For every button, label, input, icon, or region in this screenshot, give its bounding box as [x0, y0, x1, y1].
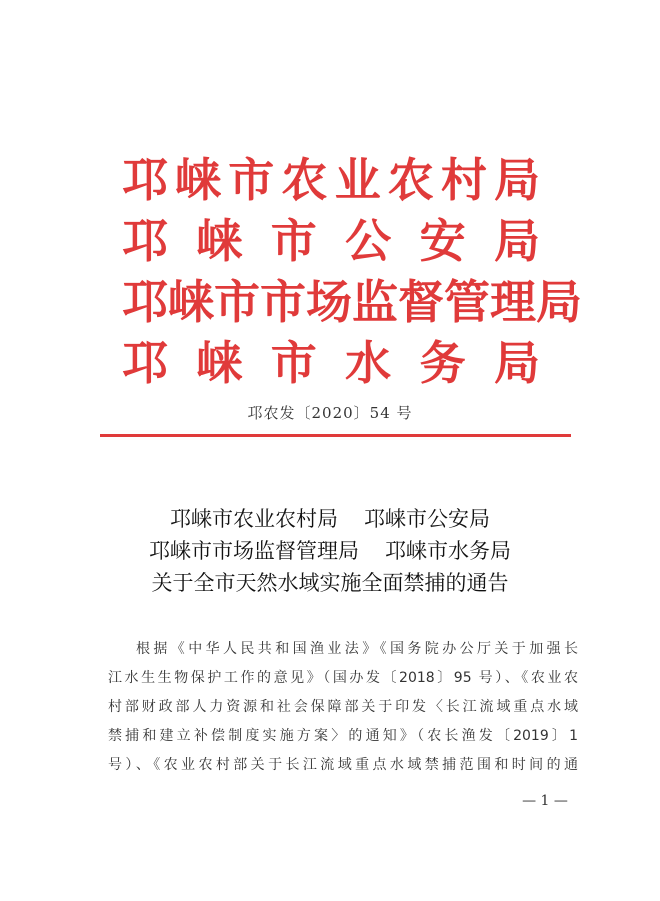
header-agency-line: [122, 333, 540, 394]
header-character: 崃: [196, 214, 243, 268]
body-line: 根据《中华人民共和国渔业法》《国务院办公厅关于加强长: [136, 641, 578, 657]
header-agency-line: [122, 150, 540, 211]
body-line: 禁捕和建立补偿制度实施方案〉的通知》（农长渔发〔2019〕1: [108, 728, 578, 744]
header-character: 务: [419, 336, 466, 390]
header-character: 局: [493, 153, 540, 207]
header-character: 邛: [122, 153, 168, 207]
header-character: 市: [260, 275, 306, 329]
issuing-agencies-header: [122, 150, 582, 394]
header-character: 崃: [175, 153, 222, 207]
title-line-2: [0, 535, 660, 567]
header-character: 业: [334, 153, 381, 207]
header-character: 水: [345, 336, 392, 390]
title-agency: 邛崃市市场监督管理局: [149, 539, 359, 563]
header-character: 农: [387, 153, 434, 207]
body-line: 村部财政部人力资源和社会保障部关于印发〈长江流域重点水域: [108, 699, 578, 715]
header-character: 局: [493, 214, 540, 268]
body-paragraph: [108, 635, 578, 780]
header-character: 邛: [122, 214, 168, 268]
header-character: 村: [440, 153, 487, 207]
header-character: 监: [352, 275, 398, 329]
title-line-1: [0, 503, 660, 535]
header-character: 市: [270, 336, 317, 390]
title-line-3: 关于全市天然水域实施全面禁捕的通告: [151, 571, 509, 595]
title-agency: 邛崃市水务局: [385, 539, 511, 563]
header-character: 市: [214, 275, 260, 329]
header-character: 农: [281, 153, 328, 207]
header-character: 局: [493, 336, 540, 390]
red-separator-line: [100, 434, 571, 437]
body-line: 江水生生物保护工作的意见》（国办发〔2018〕95 号）、《农业农: [108, 670, 578, 686]
header-character: 公: [345, 214, 392, 268]
header-character: 市: [270, 214, 317, 268]
header-character: 局: [536, 275, 582, 329]
header-character: 理: [490, 275, 536, 329]
header-character: 安: [419, 214, 466, 268]
header-character: 管: [444, 275, 490, 329]
header-character: 场: [306, 275, 352, 329]
header-character: 督: [398, 275, 444, 329]
notice-title: [0, 503, 660, 599]
page-number: — 1 —: [522, 793, 568, 809]
title-agency: 邛崃市公安局: [364, 507, 490, 531]
body-line: 号）、《农业农村部关于长江流域重点水域禁捕范围和时间的通: [108, 757, 578, 773]
header-agency-line: [122, 211, 540, 272]
header-character: 崃: [168, 275, 214, 329]
header-character: 邛: [122, 336, 168, 390]
header-character: 邛: [122, 275, 168, 329]
title-agency: 邛崃市农业农村局: [170, 507, 338, 531]
header-character: 市: [228, 153, 275, 207]
header-agency-line: [122, 272, 582, 333]
document-number: 邛农发〔2020〕54 号: [247, 404, 413, 422]
header-character: 崃: [196, 336, 243, 390]
